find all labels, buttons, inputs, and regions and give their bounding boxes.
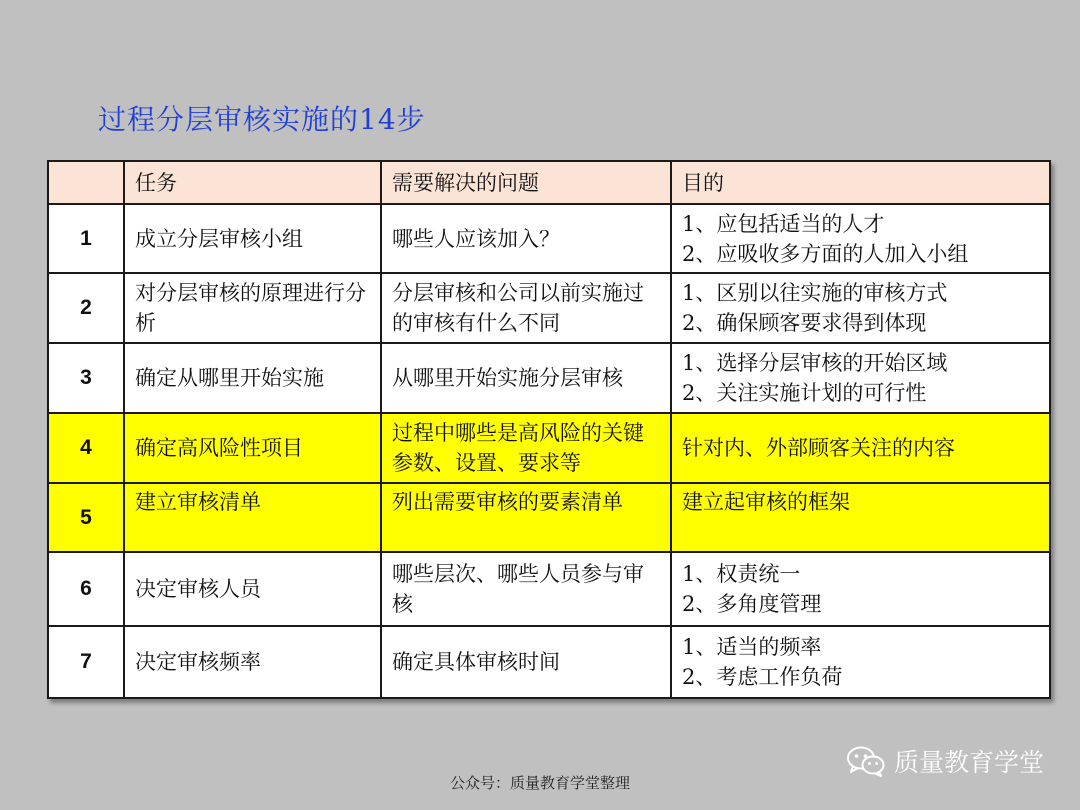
purpose-line: 1、权责统一 [682, 562, 801, 586]
step-task: 成立分层审核小组 [124, 204, 381, 273]
table-row [48, 552, 1050, 626]
step-number: 2 [48, 273, 124, 343]
step-purpose [671, 273, 1050, 343]
purpose-line: 1、应包括适当的人才 [682, 211, 885, 236]
step-task: 决定审核人员 [124, 552, 381, 626]
step-task: 确定从哪里开始实施 [124, 343, 381, 413]
step-number: 6 [48, 552, 124, 626]
step-number: 3 [48, 343, 124, 413]
footer-credit: 公众号：质量教育学堂整理 [449, 774, 630, 792]
purpose-line: 1、适当的频率 [682, 635, 822, 659]
step-task: 建立审核清单 [124, 483, 381, 552]
purpose-line: 2、确保顾客要求得到体现 [682, 311, 927, 335]
watermark-text: 质量教育学堂 [893, 748, 1044, 777]
step-question: 确定具体审核时间 [381, 626, 671, 698]
step-question: 过程中哪些是高风险的关键参数、设置、要求等 [381, 413, 671, 483]
step-task: 确定高风险性项目 [124, 413, 381, 483]
step-number: 4 [48, 413, 124, 483]
purpose-line: 1、选择分层审核的开始区域 [682, 351, 948, 375]
step-task: 对分层审核的原理进行分析 [124, 273, 381, 343]
step-question: 列出需要审核的要素清单 [381, 483, 671, 552]
step-number: 7 [48, 626, 124, 698]
step-question: 哪些人应该加入？ [381, 204, 671, 273]
purpose-line: 1、区别以往实施的审核方式 [682, 281, 948, 305]
header-task: 任务 [124, 161, 381, 204]
table-row [48, 343, 1050, 413]
step-number: 5 [48, 483, 124, 552]
table-row-highlighted [48, 413, 1050, 483]
steps-table [47, 160, 1051, 699]
header-question: 需要解决的问题 [381, 161, 671, 204]
table-row-highlighted [48, 483, 1050, 552]
slide-title: 过程分层审核实施的14步 [98, 103, 426, 136]
purpose-line: 2、关注实施计划的可行性 [682, 381, 927, 405]
header-num [48, 161, 124, 204]
purpose-line: 2、考虑工作负荷 [682, 665, 843, 689]
step-purpose [671, 343, 1050, 413]
purpose-line: 2、应吸收多方面的人加入小组 [682, 241, 969, 266]
purpose-line: 针对内、外部顾客关注的内容 [682, 436, 955, 460]
step-question: 从哪里开始实施分层审核 [381, 343, 671, 413]
table-row [48, 626, 1050, 698]
step-task: 决定审核频率 [124, 626, 381, 698]
purpose-line: 2、多角度管理 [682, 592, 822, 616]
step-purpose [671, 626, 1050, 698]
step-question: 分层审核和公司以前实施过的审核有什么不同 [381, 273, 671, 343]
step-purpose [671, 552, 1050, 626]
step-question: 哪些层次、哪些人员参与审核 [381, 552, 671, 626]
table-row [48, 273, 1050, 343]
header-purpose: 目的 [671, 161, 1050, 204]
purpose-line: 建立起审核的框架 [682, 490, 850, 514]
step-purpose [671, 204, 1050, 273]
table-row [48, 204, 1050, 273]
step-number: 1 [48, 204, 124, 273]
table-header-row [48, 161, 1050, 204]
step-purpose [671, 483, 1050, 552]
step-purpose [671, 413, 1050, 483]
